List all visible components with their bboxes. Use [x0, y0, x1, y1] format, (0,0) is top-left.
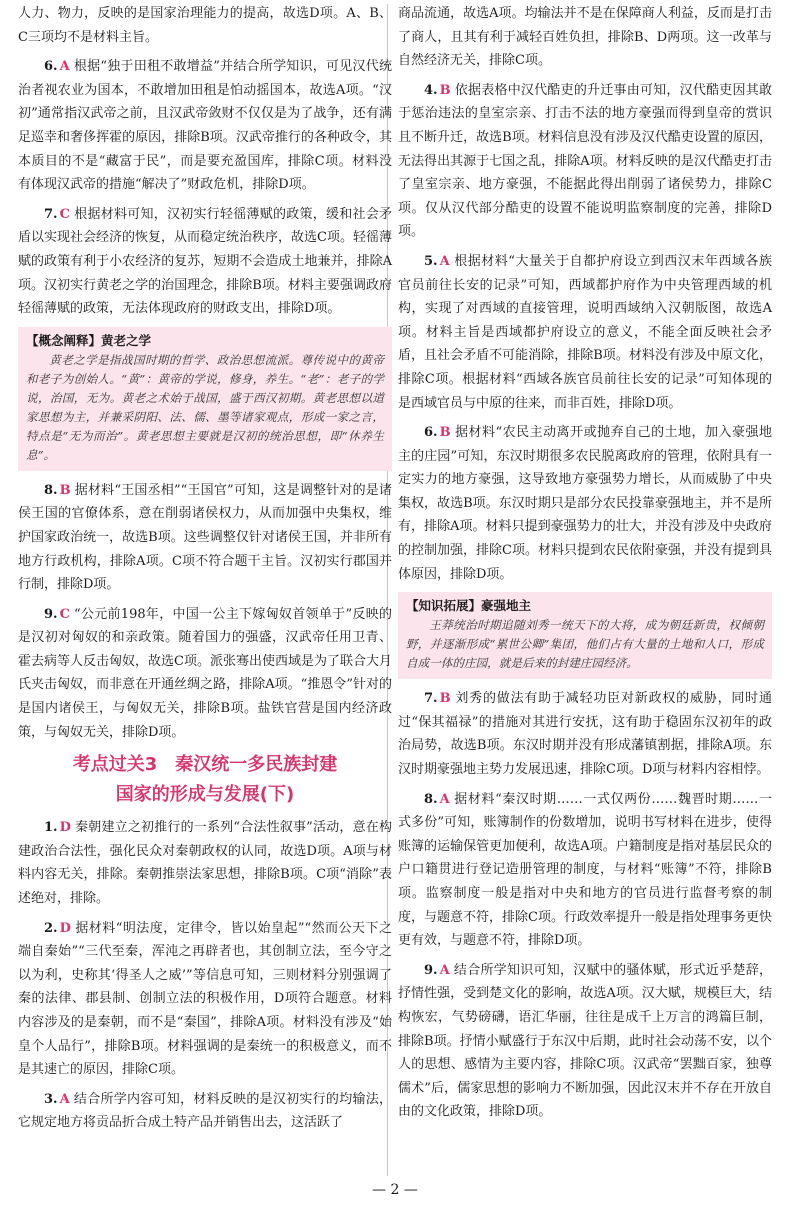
answer-s3 — [18, 1088, 392, 1135]
left-column — [18, 2, 392, 1141]
question-number: 9. — [424, 962, 438, 978]
answer-letter: D — [59, 820, 71, 836]
question-number: 3. — [44, 1091, 58, 1107]
answer-letter: A — [439, 791, 450, 807]
question-number: 8. — [424, 791, 438, 807]
box-title: 【知识拓展】豪强地主 — [406, 598, 532, 614]
answer-s1 — [18, 816, 392, 910]
answer-s8 — [398, 788, 772, 953]
question-number: 9. — [44, 606, 58, 622]
answer-letter: A — [59, 1091, 70, 1107]
explanation: 根据材料“大量关于自都护府设立到西汉末年西域各族官员前往长安的记录”可知，西域都护府作为中央管理西域的机构，实现了对西域的直接管理，说明西域纳入汉朝版图，故选A项。材料主旨是西域都护府设立的意义，不能全面反映社会矛盾，且社会矛盾不可能消除，排除B项。材料没有涉及中原文化，排除C项。根据材料“西域各族官员前往长安的记录”可知体现的是西域官员与中原的往来，而非百姓，排除D项。 — [398, 253, 772, 411]
answer-letter: A — [439, 962, 450, 978]
answer-letter: A — [59, 59, 70, 75]
page-number: — 2 — — [372, 1182, 418, 1198]
answer-s7 — [398, 687, 772, 781]
answer-s2 — [18, 917, 392, 1082]
paragraph-intro-right: 商品流通，故选A项。均输法并不是在保障商人利益，反而是打击了商人，且其有利于减轻百姓负担，排除B、D两项。这一改革与自然经济无关，排除C项。 — [398, 6, 772, 69]
explanation: 根据“独于田租不敢增益”并结合所学知识，可见汉代统治者视农业为国本，不敢增加田租是怕动摇国本，故选A项。“汉初”通常指汉武帝之前，且汉武帝敛财不仅仅是为了战争，还有满足巡幸和奢侈挥霍的原因，排除B项。汉武帝推行的各种政令，其本质目的不是“藏富于民”，而是要充盈国库，排除C项。材料没有体现汉武帝的措施“解决了”财政危机，排除D项。 — [18, 59, 392, 193]
question-number: 7. — [424, 691, 438, 707]
answer-s4 — [398, 79, 772, 244]
question-number: 6. — [44, 59, 58, 75]
explanation: 刘秀的做法有助于减轻功臣对新政权的威胁，同时通过“保其福禄”的措施对其进行安抚，这有助于稳固东汉初年的政治局势，故选B项。东汉时期并没有形成藩镇割据，排除A项。东汉时期豪强地主势力发展迅速，排除C项。D项与材料内容相悖。 — [398, 691, 772, 778]
question-number: 4. — [424, 82, 438, 98]
answer-letter: A — [439, 253, 450, 269]
answer-6 — [18, 55, 392, 197]
answer-letter: B — [59, 482, 71, 498]
answer-8 — [18, 479, 392, 597]
explanation: 结合所学内容可知，材料反映的是汉初实行的均输法，它规定地方将贡品折合成土特产品并销售出去，这活跃了 — [18, 1091, 392, 1131]
explanation: 结合所学知识可知，汉赋中的骚体赋，形式近乎楚辞，抒情性强，受到楚文化的影响，故选A项。汉大赋，规模巨大，结构恢宏，气势磅礴，语汇华丽，往往是成千上万言的鸿篇巨制，排除B项。抒情小赋盛行于东汉中后期，此时社会动荡不安，以个人的思想、感情为主要内容，排除C项。汉武帝“罢黜百家，独尊儒术”后，儒家思想的影响力不断加强，因此汉末并不存在开放自由的文化政策，排除D项。 — [398, 962, 772, 1120]
answer-letter: C — [59, 206, 70, 222]
explanation: “公元前198年，中国一公主下嫁匈奴首领单于”反映的是汉初对匈奴的和亲政策。随着国力的强盛，汉武帝任用卫青、霍去病等人反击匈奴，故选C项。派张骞出使西域是为了联合大月氏夹击匈奴，而非意在开通丝绸之路，排除A项。“推恩令”针对的是国内诸侯王，与匈奴无关，排除B项。盐铁官营是国内经济政策，与匈奴无关，排除D项。 — [18, 606, 392, 740]
explanation: 据材料“秦汉时期……一式仅两份……魏晋时期……一式多份”可知，账簿制作的份数增加，说明书写材料在进步，使得账簿的运输保管更加便利，故选A项。户籍制度是指对基层民众的户口籍贯进行登记造册管理的制度，与材料“账簿”不符，排除B项。监察制度一般是指对中央和地方的官员进行监督考察的制度，与题意不符，排除C项。行政效率提升一般是指处理事务更快更有效，与题意不符，排除D项。 — [398, 791, 772, 949]
question-number: 2. — [44, 920, 58, 936]
explanation: 秦朝建立之初推行的一系列“合法性叙事”活动，意在构建政治合法性，强化民众对秦朝政权的认同，故选D项。A项与材料内容无关，排除。秦朝推崇法家思想，排除B项。C项“消除”表述绝对，排除。 — [18, 820, 392, 907]
question-number: 1. — [44, 820, 58, 836]
explanation: 据材料“王国丞相”“王国官”可知，这是调整针对的是诸侯王国的官僚体系，意在削弱诸侯权力，从而加强中央集权，维护国家政治统一，故选B项。这些调整仅针对诸侯王国，并非所有地方行政机构，排除A项。C项不符合题干主旨。汉初实行郡国并行制，排除D项。 — [18, 482, 392, 593]
explanation: 依据表格中汉代酷吏的升迁事由可知，汉代酷吏因其敢于惩治违法的皇室宗亲、打击不法的地方豪强而得到皇帝的赏识且不断升迁，故选B项。材料信息没有涉及汉代酷吏设置的原因，无法得出其源于七国之乱，排除A项。材料反映的是汉代酷吏打击了皇室宗亲、地方豪强，不能据此得出削弱了诸侯势力，排除C项。仅从汉代部分酷吏的设置不能说明监察制度的完善，排除D项。 — [398, 82, 772, 240]
answer-letter: B — [439, 82, 451, 98]
question-number: 5. — [424, 253, 438, 269]
knowledge-box — [398, 592, 772, 679]
answer-s6 — [398, 421, 772, 586]
explanation: 根据材料可知，汉初实行轻徭薄赋的政策，缓和社会矛盾以实现社会经济的恢复，从而稳定统治秩序，故选C项。轻徭薄赋的政策有利于小农经济的复苏，短期不会造成土地兼并，排除A项。汉初实行黄老之学的治国理念，排除B项。材料主要强调政府轻徭薄赋的政策，无法体现政府的财政支出，排除D项。 — [18, 206, 392, 317]
answer-letter: D — [59, 920, 71, 936]
explanation: 据材料“农民主动离开或抛弃自己的土地，加入豪强地主的庄园”可知，东汉时期很多农民脱离政府的管理，依附具有一定实力的地方豪强，这导致地方豪强势力增长，从而威胁了中央集权，故选B项。东汉时期只是部分农民投靠豪强地主，并不是所有，排除A项。材料只提到豪强势力的壮大，并没有涉及中央政府的控制加强，排除C项。材料只提到农民依附豪强，并没有提到具体原因，排除D项。 — [398, 425, 772, 582]
paragraph-intro-left: 人力、物力，反映的是国家治理能力的提高，故选D项。A、B、C三项均不是材料主旨。 — [18, 6, 392, 45]
question-number: 7. — [44, 206, 58, 222]
answer-letter: B — [439, 691, 451, 707]
answer-letter: B — [439, 425, 451, 441]
section-heading — [18, 750, 392, 810]
answer-s5 — [398, 250, 772, 415]
question-number: 8. — [44, 482, 58, 498]
explanation: 据材料“明法度，定律令，皆以始皇起”“然而公天下之端自秦始”“三代至秦，浑沌之再辟者也，其创制立法，至今守之以为利，史称其‘得圣人之威’”等信息可知，三则材料分别强调了秦的法律、郡县制、创制立法的积极作用，D项符合题意。材料内容涉及的是秦朝，而不是“秦国”，排除A项。材料没有涉及“始皇个人品行”，排除B项。材料强调的是秦统一的积极意义，而不是其速亡的原因，排除C项。 — [18, 920, 392, 1078]
answer-letter: C — [59, 606, 70, 622]
right-column — [398, 2, 772, 1130]
concept-box — [18, 327, 392, 471]
question-number: 6. — [424, 425, 438, 441]
box-body: 王莽统治时期追随刘秀一统天下的大将，成为朝廷新贵，权倾朝野，并逐渐形成“累世公卿”集团，他们占有大量的土地和人口，形成自成一体的庄园，就是后来的封建庄园经济。 — [406, 618, 764, 671]
answer-7 — [18, 203, 392, 321]
box-title: 【概念阐释】黄老之学 — [26, 332, 152, 348]
box-body: 黄老之学是指战国时期的哲学、政治思想流派。尊传说中的黄帝和老子为创始人。“黄”：黄帝的学说，修身，养生。“老”：老子的学说，治国，无为。黄老之术始于战国，盛于西汉初期。黄老思想以道家思想为主，并兼采阴阳、法、儒、墨等诸家观点，形成一家之言，特点是“无为而治”。黄老思想主要就是汉初的统治思想，即“休养生息”。 — [26, 352, 384, 462]
section-heading-line1: 考点过关3 秦汉统一多民族封建 — [72, 754, 338, 776]
section-heading-line2: 国家的形成与发展(下) — [115, 784, 295, 806]
answer-s9 — [398, 959, 772, 1124]
answer-9 — [18, 603, 392, 745]
